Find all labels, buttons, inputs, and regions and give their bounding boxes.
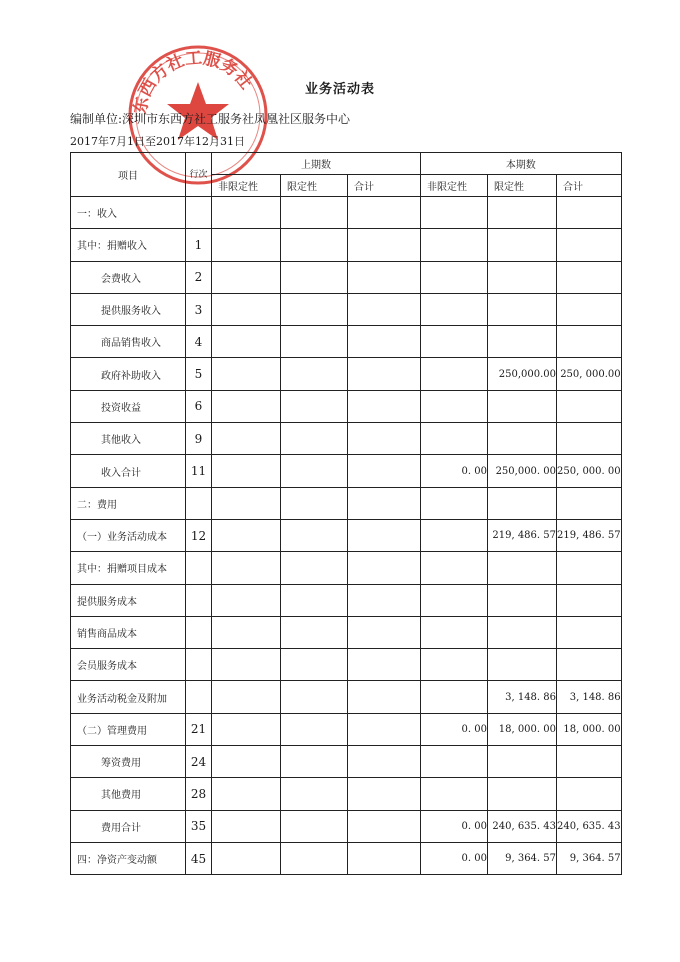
row-line-no bbox=[186, 681, 212, 713]
row-line-no: 1 bbox=[186, 229, 212, 261]
current-restricted-cell bbox=[488, 390, 557, 422]
prior-unrestricted-cell bbox=[212, 746, 281, 778]
prior-unrestricted-cell bbox=[212, 649, 281, 681]
prior-total-cell bbox=[348, 616, 421, 648]
header-prior-total: 合计 bbox=[348, 175, 421, 197]
current-restricted-cell: 250,000. 00 bbox=[488, 455, 557, 487]
header-line-no: 行次 bbox=[186, 153, 212, 197]
current-total-cell bbox=[557, 487, 622, 519]
prior-total-cell bbox=[348, 584, 421, 616]
current-restricted-cell bbox=[488, 423, 557, 455]
current-restricted-cell bbox=[488, 616, 557, 648]
current-restricted-cell: 250,000.00 bbox=[488, 358, 557, 390]
row-line-no: 28 bbox=[186, 778, 212, 810]
prior-unrestricted-cell bbox=[212, 519, 281, 551]
prior-total-cell bbox=[348, 261, 421, 293]
current-unrestricted-cell bbox=[421, 326, 488, 358]
row-line-no bbox=[186, 616, 212, 648]
current-restricted-cell bbox=[488, 746, 557, 778]
current-unrestricted-cell: 0. 00 bbox=[421, 455, 488, 487]
current-total-cell bbox=[557, 293, 622, 325]
current-total-cell bbox=[557, 423, 622, 455]
row-item: 一：收入 bbox=[71, 197, 186, 229]
row-item: 提供服务成本 bbox=[71, 584, 186, 616]
current-total-cell bbox=[557, 261, 622, 293]
current-restricted-cell: 18, 000. 00 bbox=[488, 713, 557, 745]
current-restricted-cell bbox=[488, 487, 557, 519]
current-unrestricted-cell bbox=[421, 261, 488, 293]
current-unrestricted-cell bbox=[421, 487, 488, 519]
prior-total-cell bbox=[348, 842, 421, 874]
row-line-no: 12 bbox=[186, 519, 212, 551]
table-row bbox=[71, 229, 622, 261]
current-unrestricted-cell bbox=[421, 552, 488, 584]
table-row bbox=[71, 326, 622, 358]
prior-restricted-cell bbox=[281, 649, 348, 681]
prior-restricted-cell bbox=[281, 261, 348, 293]
table-row bbox=[71, 649, 622, 681]
current-total-cell: 9, 364. 57 bbox=[557, 842, 622, 874]
current-unrestricted-cell: 0. 00 bbox=[421, 810, 488, 842]
row-item: 费用合计 bbox=[71, 810, 186, 842]
current-restricted-cell bbox=[488, 552, 557, 584]
table-row bbox=[71, 842, 622, 874]
table-row bbox=[71, 293, 622, 325]
table-row bbox=[71, 423, 622, 455]
current-unrestricted-cell bbox=[421, 616, 488, 648]
current-restricted-cell: 3, 148. 86 bbox=[488, 681, 557, 713]
current-total-cell bbox=[557, 746, 622, 778]
preparing-unit bbox=[70, 110, 350, 127]
header-item: 项目 bbox=[71, 153, 186, 197]
current-restricted-cell bbox=[488, 326, 557, 358]
header-prior-restricted: 限定性 bbox=[281, 175, 348, 197]
current-total-cell: 18, 000. 00 bbox=[557, 713, 622, 745]
prior-unrestricted-cell bbox=[212, 261, 281, 293]
prior-unrestricted-cell bbox=[212, 358, 281, 390]
prior-restricted-cell bbox=[281, 423, 348, 455]
current-unrestricted-cell bbox=[421, 229, 488, 261]
row-item: 其中：捐赠项目成本 bbox=[71, 552, 186, 584]
prior-unrestricted-cell bbox=[212, 390, 281, 422]
prior-total-cell bbox=[348, 810, 421, 842]
prior-restricted-cell bbox=[281, 842, 348, 874]
prior-restricted-cell bbox=[281, 197, 348, 229]
prior-unrestricted-cell bbox=[212, 423, 281, 455]
prior-unrestricted-cell bbox=[212, 293, 281, 325]
current-unrestricted-cell bbox=[421, 681, 488, 713]
row-line-no bbox=[186, 649, 212, 681]
prior-restricted-cell bbox=[281, 455, 348, 487]
prior-unrestricted-cell bbox=[212, 229, 281, 261]
current-total-cell: 219, 486. 57 bbox=[557, 519, 622, 551]
row-item: 会费收入 bbox=[71, 261, 186, 293]
row-line-no: 6 bbox=[186, 390, 212, 422]
header-prior-unrestricted: 非限定性 bbox=[212, 175, 281, 197]
row-line-no bbox=[186, 584, 212, 616]
current-total-cell bbox=[557, 229, 622, 261]
prior-total-cell bbox=[348, 455, 421, 487]
table-row bbox=[71, 519, 622, 551]
current-restricted-cell: 240, 635. 43 bbox=[488, 810, 557, 842]
current-unrestricted-cell: 0. 00 bbox=[421, 842, 488, 874]
prior-total-cell bbox=[348, 390, 421, 422]
row-line-no: 9 bbox=[186, 423, 212, 455]
prior-restricted-cell bbox=[281, 584, 348, 616]
row-item: 筹资费用 bbox=[71, 746, 186, 778]
prior-unrestricted-cell bbox=[212, 552, 281, 584]
header-current-total: 合计 bbox=[557, 175, 622, 197]
table-row bbox=[71, 487, 622, 519]
prior-total-cell bbox=[348, 487, 421, 519]
current-total-cell bbox=[557, 552, 622, 584]
svg-text:东西方社工服务社: 东西方社工服务社 bbox=[130, 48, 256, 116]
current-unrestricted-cell bbox=[421, 649, 488, 681]
prior-unrestricted-cell bbox=[212, 487, 281, 519]
row-item: 其他费用 bbox=[71, 778, 186, 810]
prior-restricted-cell bbox=[281, 713, 348, 745]
table-row bbox=[71, 261, 622, 293]
table-row bbox=[71, 713, 622, 745]
row-line-no: 35 bbox=[186, 810, 212, 842]
prior-restricted-cell bbox=[281, 746, 348, 778]
header-prior-period: 上期数 bbox=[212, 153, 421, 175]
prior-unrestricted-cell bbox=[212, 778, 281, 810]
current-restricted-cell: 219, 486. 57 bbox=[488, 519, 557, 551]
table-row bbox=[71, 810, 622, 842]
row-item: 投资收益 bbox=[71, 390, 186, 422]
current-total-cell bbox=[557, 390, 622, 422]
current-unrestricted-cell bbox=[421, 584, 488, 616]
header-current-restricted: 限定性 bbox=[488, 175, 557, 197]
current-restricted-cell: 9, 364. 57 bbox=[488, 842, 557, 874]
prior-restricted-cell bbox=[281, 326, 348, 358]
current-total-cell bbox=[557, 778, 622, 810]
current-unrestricted-cell bbox=[421, 778, 488, 810]
table-row bbox=[71, 197, 622, 229]
current-unrestricted-cell bbox=[421, 293, 488, 325]
current-restricted-cell bbox=[488, 584, 557, 616]
prior-restricted-cell bbox=[281, 552, 348, 584]
activity-statement-table bbox=[70, 152, 622, 875]
report-period: 2017年7月1日至2017年12月31日 bbox=[70, 135, 245, 148]
current-total-cell: 250, 000.00 bbox=[557, 358, 622, 390]
table-row bbox=[71, 390, 622, 422]
prior-unrestricted-cell bbox=[212, 616, 281, 648]
prior-total-cell bbox=[348, 197, 421, 229]
prior-restricted-cell bbox=[281, 293, 348, 325]
row-item: 其中：捐赠收入 bbox=[71, 229, 186, 261]
prior-total-cell bbox=[348, 326, 421, 358]
prior-restricted-cell bbox=[281, 778, 348, 810]
row-line-no: 45 bbox=[186, 842, 212, 874]
prior-unrestricted-cell bbox=[212, 455, 281, 487]
unit-label: 编制单位: bbox=[70, 112, 123, 126]
prior-restricted-cell bbox=[281, 487, 348, 519]
header-current-period: 本期数 bbox=[421, 153, 622, 175]
row-item: 业务活动税金及附加 bbox=[71, 681, 186, 713]
row-item: 二：费用 bbox=[71, 487, 186, 519]
prior-total-cell bbox=[348, 293, 421, 325]
current-total-cell bbox=[557, 649, 622, 681]
prior-unrestricted-cell bbox=[212, 197, 281, 229]
prior-unrestricted-cell bbox=[212, 713, 281, 745]
prior-restricted-cell bbox=[281, 358, 348, 390]
current-unrestricted-cell bbox=[421, 746, 488, 778]
current-total-cell bbox=[557, 584, 622, 616]
current-total-cell bbox=[557, 616, 622, 648]
prior-restricted-cell bbox=[281, 681, 348, 713]
header-current-unrestricted: 非限定性 bbox=[421, 175, 488, 197]
prior-unrestricted-cell bbox=[212, 681, 281, 713]
prior-total-cell bbox=[348, 746, 421, 778]
prior-total-cell bbox=[348, 713, 421, 745]
table-row bbox=[71, 358, 622, 390]
unit-name: 深圳市东西方社工服务社凤凰社区服务中心 bbox=[122, 112, 351, 126]
current-restricted-cell bbox=[488, 261, 557, 293]
current-total-cell: 240, 635. 43 bbox=[557, 810, 622, 842]
row-item: 其他收入 bbox=[71, 423, 186, 455]
prior-total-cell bbox=[348, 681, 421, 713]
table-row bbox=[71, 778, 622, 810]
current-restricted-cell bbox=[488, 229, 557, 261]
prior-total-cell bbox=[348, 229, 421, 261]
row-item: 四：净资产变动额 bbox=[71, 842, 186, 874]
prior-total-cell bbox=[348, 358, 421, 390]
prior-unrestricted-cell bbox=[212, 810, 281, 842]
row-line-no: 5 bbox=[186, 358, 212, 390]
row-item: （一）业务活动成本 bbox=[71, 519, 186, 551]
prior-total-cell bbox=[348, 552, 421, 584]
current-restricted-cell bbox=[488, 293, 557, 325]
prior-restricted-cell bbox=[281, 519, 348, 551]
row-item: 销售商品成本 bbox=[71, 616, 186, 648]
prior-restricted-cell bbox=[281, 229, 348, 261]
row-item: 政府补助收入 bbox=[71, 358, 186, 390]
prior-restricted-cell bbox=[281, 616, 348, 648]
table-row bbox=[71, 552, 622, 584]
current-unrestricted-cell bbox=[421, 197, 488, 229]
table-row bbox=[71, 455, 622, 487]
row-line-no bbox=[186, 552, 212, 584]
prior-total-cell bbox=[348, 649, 421, 681]
row-line-no: 3 bbox=[186, 293, 212, 325]
row-line-no bbox=[186, 487, 212, 519]
row-item: 会员服务成本 bbox=[71, 649, 186, 681]
current-unrestricted-cell bbox=[421, 423, 488, 455]
row-item: 提供服务收入 bbox=[71, 293, 186, 325]
prior-unrestricted-cell bbox=[212, 326, 281, 358]
current-total-cell: 250, 000. 00 bbox=[557, 455, 622, 487]
prior-total-cell bbox=[348, 778, 421, 810]
current-unrestricted-cell bbox=[421, 390, 488, 422]
table-row bbox=[71, 746, 622, 778]
current-restricted-cell bbox=[488, 197, 557, 229]
row-line-no: 4 bbox=[186, 326, 212, 358]
prior-unrestricted-cell bbox=[212, 842, 281, 874]
current-restricted-cell bbox=[488, 778, 557, 810]
current-total-cell: 3, 148. 86 bbox=[557, 681, 622, 713]
current-unrestricted-cell bbox=[421, 358, 488, 390]
row-line-no bbox=[186, 197, 212, 229]
current-unrestricted-cell bbox=[421, 519, 488, 551]
row-item: 收入合计 bbox=[71, 455, 186, 487]
current-total-cell bbox=[557, 197, 622, 229]
row-line-no: 21 bbox=[186, 713, 212, 745]
table-row bbox=[71, 616, 622, 648]
prior-unrestricted-cell bbox=[212, 584, 281, 616]
prior-restricted-cell bbox=[281, 810, 348, 842]
row-line-no: 24 bbox=[186, 746, 212, 778]
current-unrestricted-cell: 0. 00 bbox=[421, 713, 488, 745]
prior-total-cell bbox=[348, 519, 421, 551]
table-row bbox=[71, 681, 622, 713]
current-restricted-cell bbox=[488, 649, 557, 681]
row-item: 商品销售收入 bbox=[71, 326, 186, 358]
row-line-no: 11 bbox=[186, 455, 212, 487]
prior-restricted-cell bbox=[281, 390, 348, 422]
current-total-cell bbox=[557, 326, 622, 358]
prior-total-cell bbox=[348, 423, 421, 455]
row-line-no: 2 bbox=[186, 261, 212, 293]
table-row bbox=[71, 584, 622, 616]
row-item: （二）管理费用 bbox=[71, 713, 186, 745]
page-title: 业务活动表 bbox=[304, 82, 375, 97]
